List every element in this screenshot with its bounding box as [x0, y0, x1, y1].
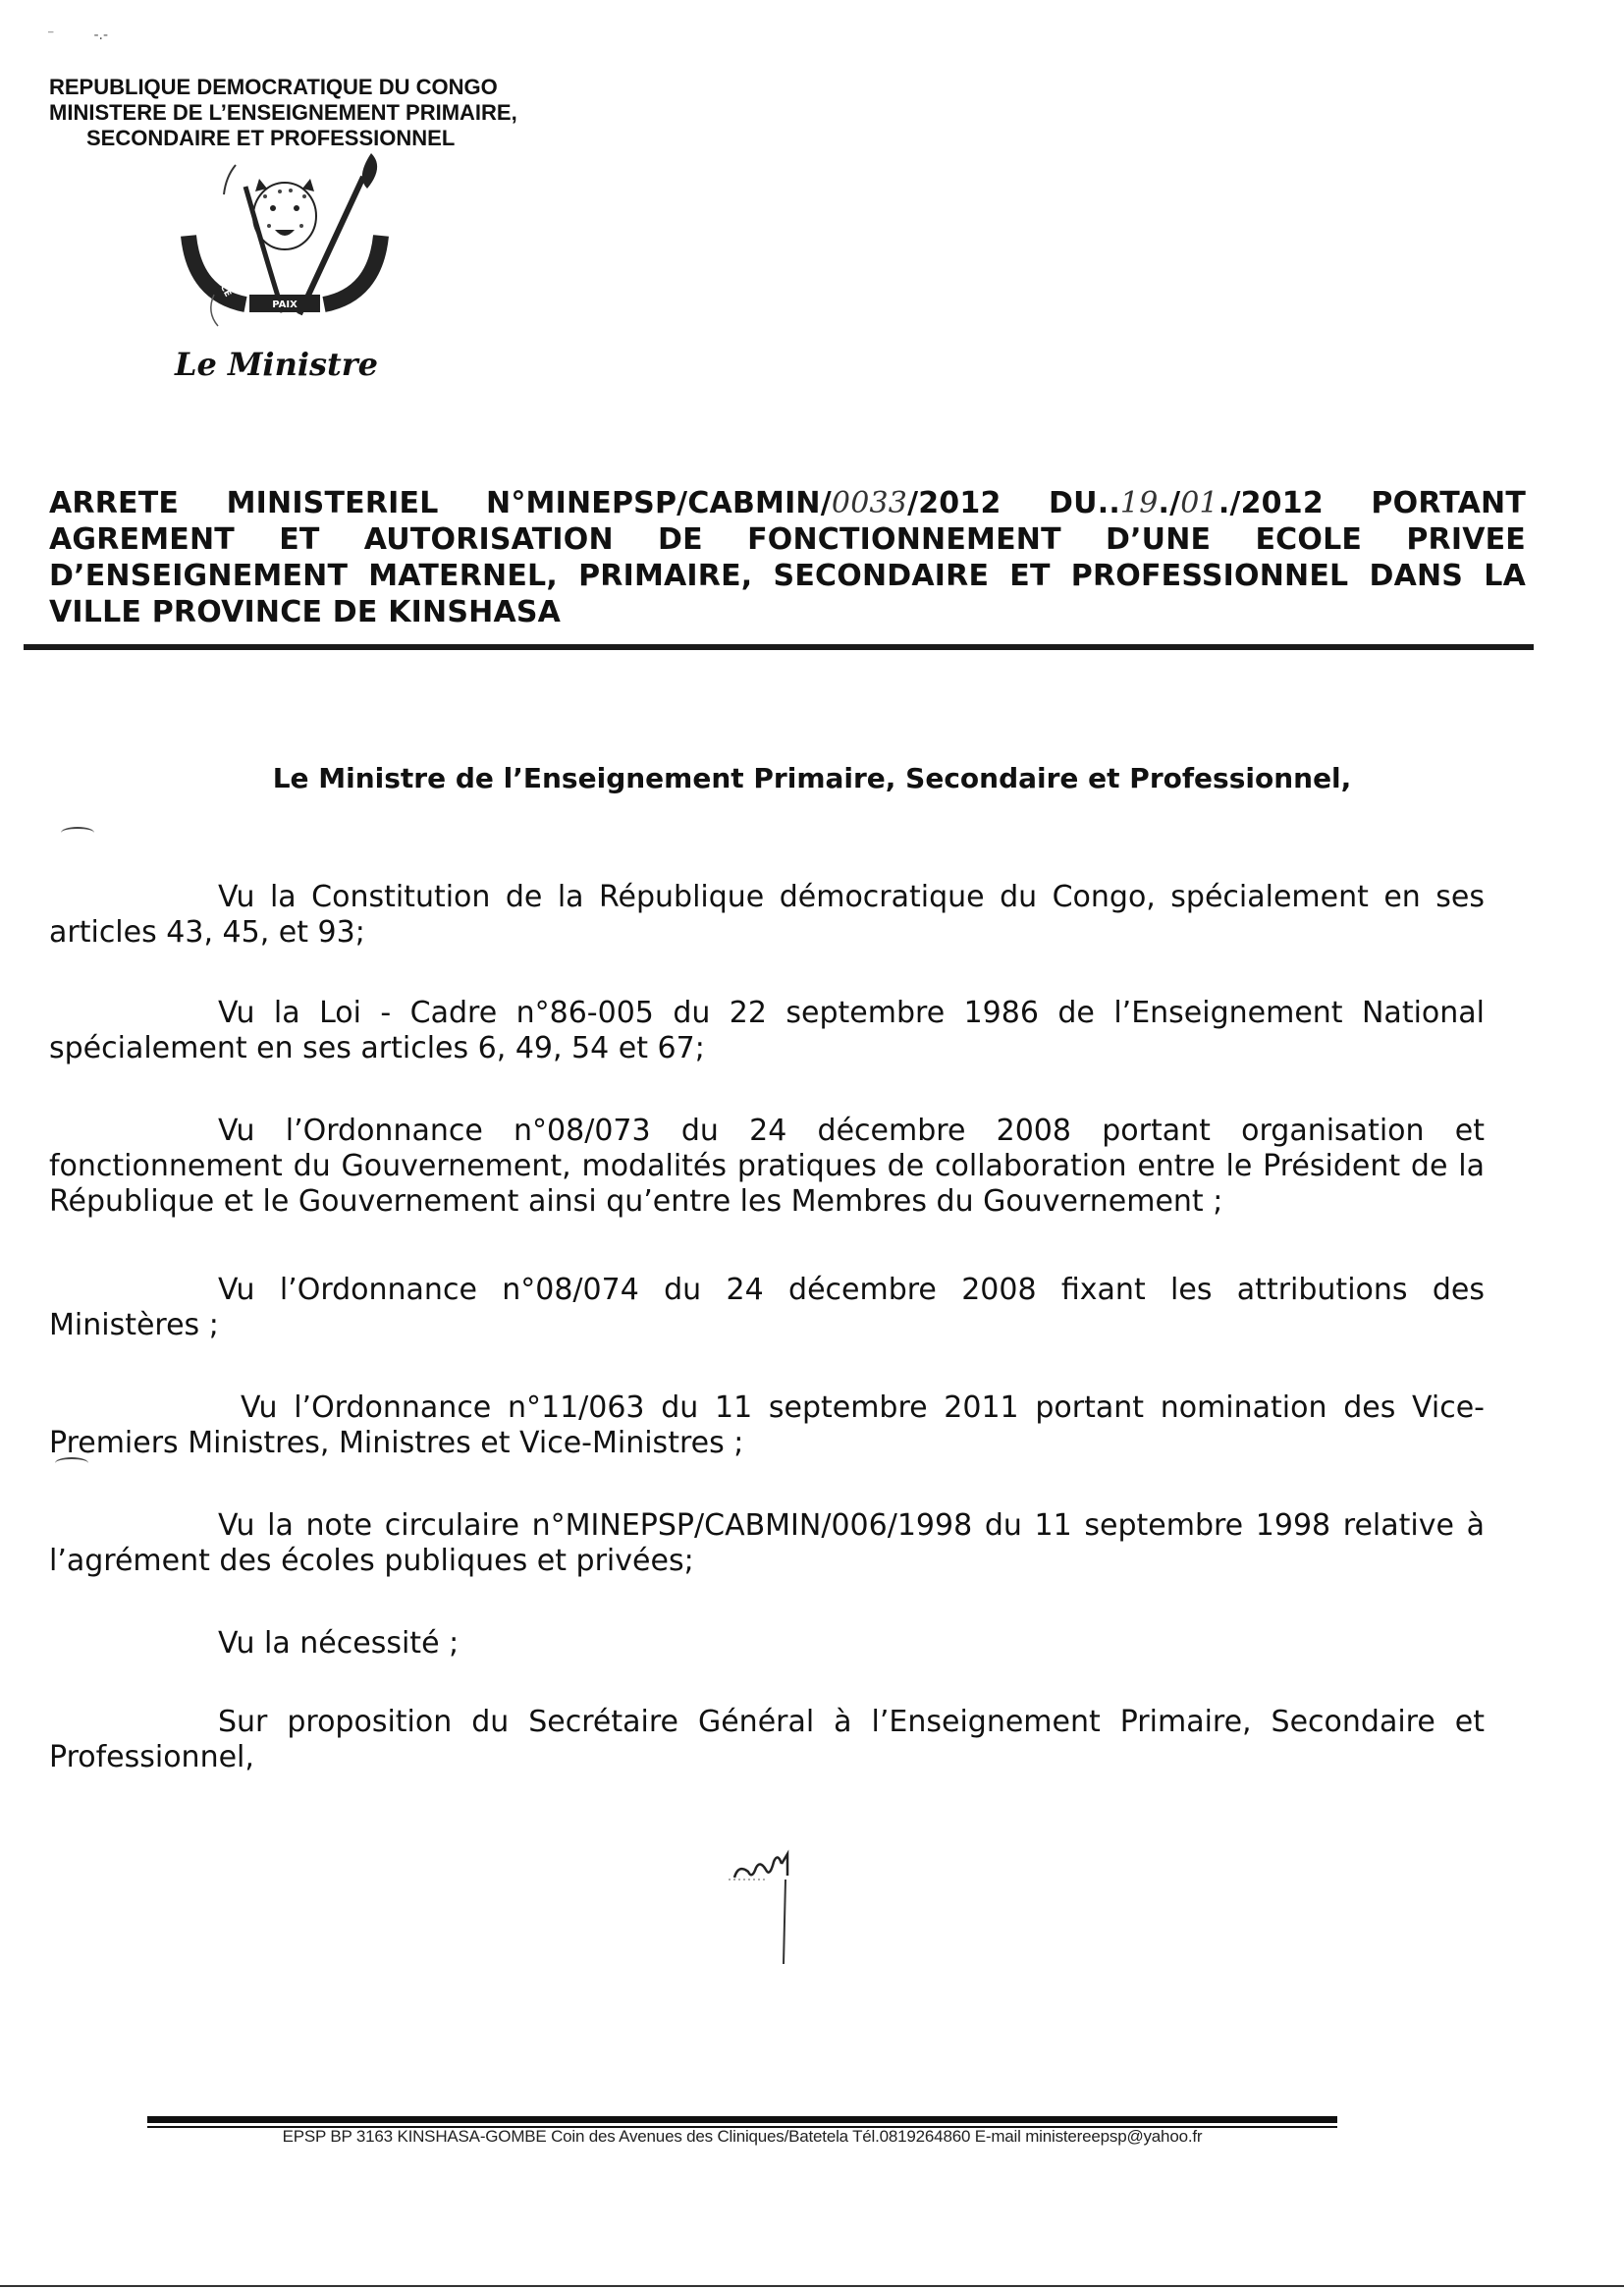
scan-corner-marks: ⁻ -.- — [47, 27, 108, 43]
motto-justice: JUSTICE — [205, 259, 233, 300]
leopard-coat-of-arms-icon — [167, 147, 403, 334]
letterhead-ministry: MINISTERE DE L’ENSEIGNEMENT PRIMAIRE, — [49, 100, 517, 125]
paragraph-text: Vu l’Ordonnance n°08/073 du 24 décembre 2008 portant organisation et fonctionnement du Gouvernement, modalités pratiques de collaboration entre le Président de la République et le Gouvernement ainsi qu’entre les Membres du Gouvernement ; — [49, 1114, 1485, 1219]
paragraph-constitution — [49, 880, 1485, 951]
page-bottom-edge — [0, 2285, 1624, 2287]
minister-intro: Le Ministre de l’Enseignement Primaire, Secondaire et Professionnel, — [272, 762, 1352, 794]
motto-travail: TRAVAIL — [333, 250, 362, 293]
margin-tick-mark — [61, 827, 94, 839]
paragraph-text: Vu la Loi - Cadre n°86-005 du 22 septembre 1986 de l’Enseignement National spécialement en ses articles 6, 49, 54 et 67; — [49, 996, 1485, 1065]
margin-tick-mark — [55, 1457, 88, 1469]
title-part3: /2012 PORTANT AGREMENT ET AUTORISATION DE FONCTIONNEMENT D’UNE ECOLE PRIVEE D’ENSEIGNEMENT MATERNEL, PRIMAIRE, SECONDAIRE ET PROFESSIONNEL DANS LA VILLE PROVINCE DE KINSHASA — [49, 486, 1527, 629]
paragraph-text: Vu la nécessité ; — [218, 1626, 460, 1661]
paragraph-text: Sur proposition du Secrétaire Général à l’Enseignement Primaire, Secondaire et Professionnel, — [49, 1705, 1485, 1774]
letterhead — [49, 75, 517, 151]
letterhead-ministry-cont: SECONDAIRE ET PROFESSIONNEL — [86, 126, 456, 150]
footer-contact: EPSP BP 3163 KINSHASA-GOMBE Coin des Avenues des Cliniques/Batetela Tél.0819264860 E-mail ministereepsp@yahoo.fr — [282, 2127, 1203, 2146]
letterhead-country: REPUBLIQUE DEMOCRATIQUE DU CONGO — [49, 75, 498, 99]
paragraph-necessite — [49, 1626, 1485, 1662]
handwritten-decree-number: 0033 — [831, 486, 908, 520]
title-underline-rule — [24, 644, 1534, 650]
paragraph-text: Vu la Constitution de la République démocratique du Congo, spécialement en ses articles 43, 45, et 93; — [49, 880, 1485, 950]
motto-paix: PAIX — [272, 300, 298, 310]
title-part1: ARRETE MINISTERIEL N°MINEPSP/CABMIN/ — [49, 486, 832, 520]
paragraph-text: Vu la note circulaire n°MINEPSP/CABMIN/006/1998 du 11 septembre 1998 relative à l’agrément des écoles publiques et privées; — [49, 1508, 1485, 1578]
paragraph-loi-cadre — [49, 996, 1485, 1066]
paragraph-ordonnance-08-073 — [49, 1114, 1485, 1220]
handwritten-initials-icon — [727, 1846, 825, 1974]
title-part2: /2012 DU — [907, 486, 1098, 520]
handwritten-day: 19 — [1119, 486, 1159, 520]
paragraph-text: Vu l’Ordonnance n°11/063 du 11 septembre 2011 portant nomination des Vice-Premiers Ministres, Ministres et Vice-Ministres ; — [49, 1390, 1485, 1460]
paragraph-note-circulaire — [49, 1508, 1485, 1579]
paragraph-text: Vu l’Ordonnance n°08/074 du 24 décembre 2008 fixant les attributions des Ministères ; — [49, 1273, 1485, 1342]
handwritten-month: 01 — [1180, 486, 1218, 520]
footer-rule-thick — [147, 2116, 1337, 2123]
paragraph-ordonnance-11-063 — [49, 1390, 1485, 1461]
paragraph-ordonnance-08-074 — [49, 1273, 1485, 1343]
decree-title: ARRETE MINISTERIEL N°MINEPSP/CABMIN/0033/2012 DU..19./01./2012 PORTANT AGREMENT ET AUTORISATION DE FONCTIONNEMENT D’UNE ECOLE PRIVEE D’ENSEIGNEMENT MATERNEL, PRIMAIRE, SECONDAIRE ET PROFESSIONNEL DANS LA VILLE PROVINCE DE KINSHASA — [49, 486, 1527, 629]
minister-title: Le Ministre — [175, 346, 379, 383]
paragraph-proposition — [49, 1705, 1485, 1775]
